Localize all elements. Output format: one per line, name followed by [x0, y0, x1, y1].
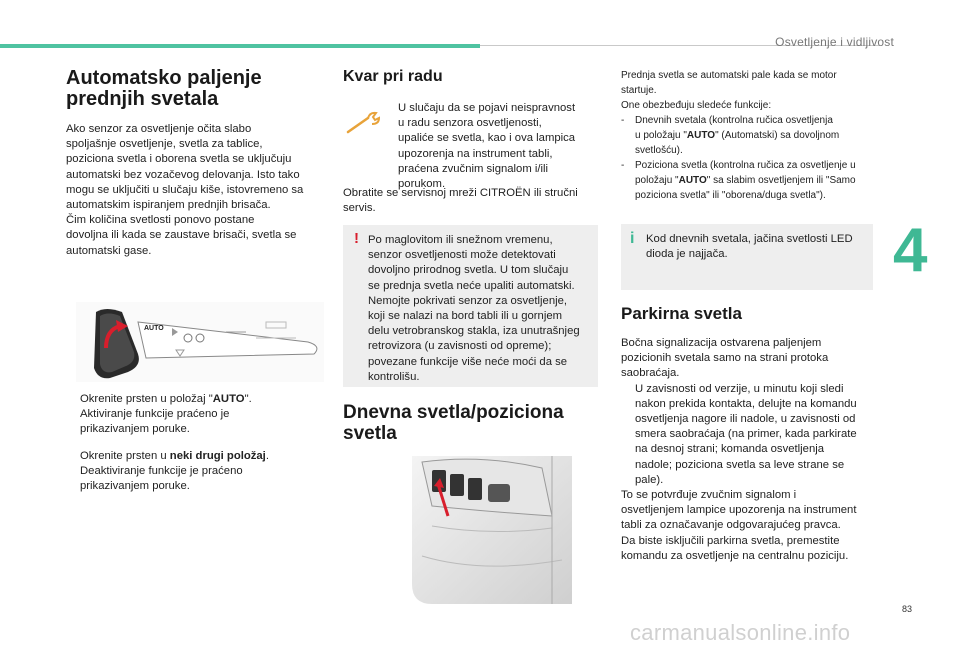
- text-line: osvetljenja nagore ili nadole, u zavisnosti od: [635, 413, 856, 426]
- malfunction-service-text: [343, 186, 603, 216]
- text-line: pozicionih svetala samo na strani protoka: [621, 352, 829, 365]
- text-line: retrovizora (u zavisnosti od opreme);: [368, 340, 552, 353]
- text-line: nakon prekida kontakta, delujte na komandu: [635, 397, 857, 410]
- text-line: Čim količina svetlosti ponovo postane: [66, 214, 255, 227]
- light-switch-illustration: [392, 456, 572, 604]
- text-line: komandu za osvetljenje na centralnu poziciju.: [621, 549, 849, 562]
- text-line: Bočna signalizacija ostvarena paljenjem: [621, 337, 822, 349]
- stalk-illustration: [76, 302, 324, 382]
- text-line: dovoljno prirodnog svetla. U tom slučaju: [368, 264, 569, 277]
- text-line: automatskim ispiranjem prednjih brisača.: [66, 199, 271, 212]
- heading-parking: Parkirna svetla: [621, 304, 742, 323]
- text-line: porukom.: [398, 178, 446, 191]
- chapter-number: 4: [893, 216, 928, 285]
- text-line: One obezbeđuju sledeće funkcije:: [621, 100, 772, 111]
- text-line: Nemojte pokrivati senzor za osvetljenje,: [368, 294, 568, 307]
- text-line: U zavisnosti od verzije, u minutu koji sledi: [635, 382, 844, 395]
- text-line: Prednja svetla se automatski pale kada se motor: [621, 70, 837, 81]
- text-line: dioda je najjača.: [646, 248, 728, 261]
- text-line: senzor osvetljenosti može detektovati: [368, 249, 556, 262]
- column-2: [343, 68, 599, 86]
- text-line: startuje.: [621, 85, 657, 96]
- text-line: se prednja svetla neće upaliti automatski.: [368, 279, 575, 292]
- text-line: To se potvrđuje zvučnim signalom i: [621, 489, 797, 502]
- text-line: povezane funkcije više neće moći da se: [368, 355, 568, 368]
- text-line: nadole; poziciona svetla sa leve strane se: [635, 458, 845, 471]
- text-line: praćena zvučnim signalom i/ili: [398, 162, 549, 175]
- text-line: tabli za označavanje odgovarajućeg pravca.: [621, 519, 841, 532]
- column-3-parking: [621, 304, 883, 564]
- text-line: osvetljenjem lampice upozorenja na instrument: [621, 504, 857, 517]
- warning-text: [368, 233, 596, 385]
- intro-paragraph: [66, 122, 328, 259]
- parking-after: [621, 488, 883, 564]
- drl-item-2: - Poziciona svetla (kontrolna ručica za osvetljenje u položaju "AUTO" sa slabim osvetljenjem ili "Samo poziciona svetla" ili "oborena/duga svetla").: [621, 160, 856, 201]
- text-line: U slučaju da se pojavi neispravnost: [398, 102, 576, 114]
- text-line: na desnoj strani; komanda osvetljenja: [635, 443, 825, 456]
- parking-bullet: [621, 382, 883, 488]
- text-line: spoljašnje osvetljenje, svetla za tablice,: [66, 138, 263, 151]
- text-line: Po maglovitom ili snežnom vremenu,: [368, 234, 553, 246]
- text-line: dovoljna ili kada se zaustave brisači, svetla se: [66, 229, 297, 242]
- column-1: [66, 68, 328, 259]
- text-line: Kod dnevnih svetala, jačina svetlosti LED: [646, 233, 853, 245]
- text-line: Da biste isključili parkirna svetla, premestite: [621, 534, 840, 547]
- text-line: servis.: [343, 202, 376, 215]
- text-line: upaliće se svetla, kao i ova lampica: [398, 132, 576, 145]
- column-3: [621, 68, 879, 203]
- malfunction-text: [398, 101, 598, 192]
- text-line: pale).: [635, 473, 664, 486]
- text-line: koji se nalazi na bord tabli ili u gornjem: [368, 310, 563, 323]
- heading-malfunction: Kvar pri radu: [343, 68, 443, 85]
- text-line: mogu se uključiti u slučaju kiše, istovremeno sa: [66, 183, 304, 196]
- section-title: Osvetljenje i vidljivost: [775, 35, 894, 49]
- heading-auto-lights: Automatsko paljenje prednjih svetala: [66, 67, 262, 110]
- drl-intro: [621, 68, 879, 113]
- text-line: delu vetrobranskog stakla, iza unutrašnjeg: [368, 325, 580, 338]
- info-text: [646, 232, 868, 262]
- text-line: kontrolišu.: [368, 370, 420, 383]
- drl-item-1: - Dnevnih svetala (kontrolna ručica osvetljenja u položaju "AUTO" (Automatski) sa dovoljnom svetlošću).: [621, 115, 840, 156]
- auto-label-on-stalk: AUTO: [144, 325, 164, 332]
- heading-drl: Dnevna svetla/poziciona svetla: [343, 402, 564, 444]
- text-line: Ako senzor za osvetljenje očita slabo: [66, 123, 252, 135]
- text-line: automatski gase.: [66, 244, 152, 257]
- text-line: Obratite se servisnoj mreži CITROËN ili stručni: [343, 187, 578, 199]
- column-1-bullets: [66, 392, 328, 494]
- wrench-icon: [346, 110, 382, 136]
- watermark: carmanualsonline.info: [630, 620, 851, 645]
- text-line: smera saobraćaja (na primer, kada parkirate: [635, 428, 857, 441]
- text-line: upozorenja na instrument tabli,: [398, 147, 553, 160]
- text-line: poziciona svetla i oborena svetla se uključuju: [66, 153, 292, 166]
- header-accent-bar: [0, 44, 480, 48]
- info-icon: i: [630, 230, 635, 247]
- text-line: u radu senzora osvetljenosti,: [398, 117, 542, 130]
- text-line: automatski bez vozačevog delovanja. Isto tako: [66, 168, 300, 181]
- parking-intro: [621, 336, 883, 382]
- bullet-auto-off: Okrenite prsten u neki drugi položaj. Deaktiviranje funkcije je praćeno prikazivanjem poruke.: [80, 449, 269, 493]
- warning-icon: !: [354, 230, 359, 247]
- page-number: 83: [902, 604, 913, 614]
- text-line: saobraćaja.: [621, 367, 680, 380]
- bullet-auto-on: Okrenite prsten u položaj "AUTO". Aktiviranje funkcije praćeno je prikazivanjem poruke.: [80, 393, 252, 436]
